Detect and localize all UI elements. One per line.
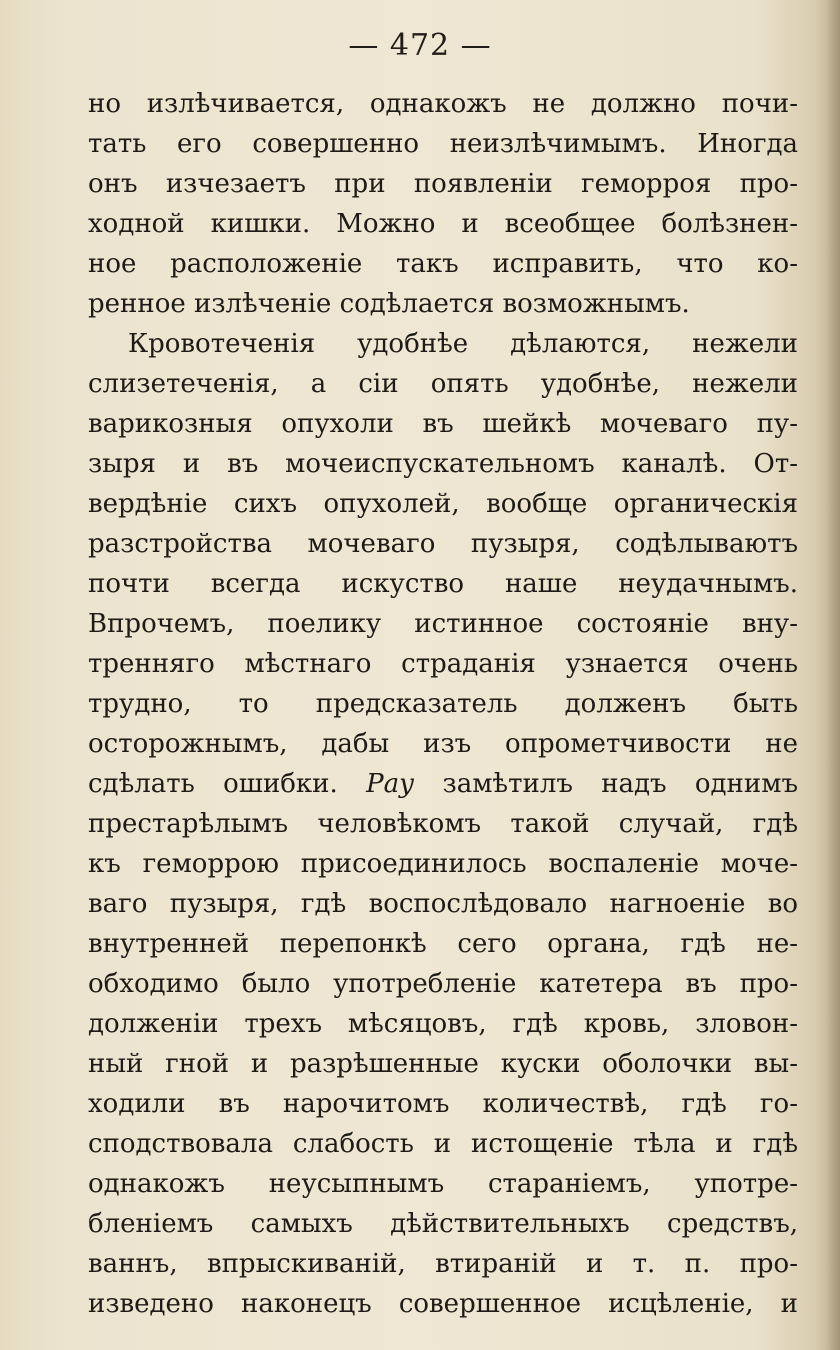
text-line: ваго пузыря, гдѣ воспослѣдовало нагноеніе во bbox=[88, 889, 798, 919]
text-line: ходили въ нарочитомъ количествѣ, гдѣ го- bbox=[88, 1089, 798, 1119]
text-line: бленіемъ самыхъ дѣйствительныхъ средствъ, bbox=[88, 1209, 798, 1239]
text-line: тренняго мѣстнаго страданія узнается очень bbox=[88, 649, 798, 679]
text-line: но излѣчивается, однакожъ не должно почи- bbox=[88, 89, 798, 119]
text-line: престарѣлымъ человѣкомъ такой случай, гдѣ bbox=[88, 809, 798, 839]
text-line: къ геморрою присоединилось воспаленіе моче- bbox=[88, 849, 798, 879]
text-line: разстройства мочеваго пузыря, содѣлываютъ bbox=[88, 529, 798, 559]
text-line: сподствовала слабость и истощеніе тѣла и гдѣ bbox=[88, 1129, 798, 1159]
text-fragment: сдѣлать ошибки. bbox=[88, 769, 338, 799]
text-line: ный гной и разрѣшенные куски оболочки вы- bbox=[88, 1049, 798, 1079]
text-line: внутренней перепонкѣ сего органа, гдѣ не- bbox=[88, 929, 798, 959]
text-line: онъ изчезаетъ при появленіи геморроя про- bbox=[88, 169, 798, 199]
text-line: ходной кишки. Можно и всеобщее болѣзнен- bbox=[88, 209, 798, 239]
text-line-with-name bbox=[88, 764, 798, 804]
text-line: почти всегда искуство наше неудачнымъ. bbox=[88, 569, 798, 599]
text-line: однакожъ неусыпнымъ стараніемъ, употре- bbox=[88, 1169, 798, 1199]
text-line: осторожнымъ, дабы изъ опрометчивости не bbox=[88, 729, 798, 759]
text-fragment: замѣтилъ надъ однимъ bbox=[442, 769, 798, 799]
text-line: Впрочемъ, поелику истинное состояніе вну- bbox=[88, 609, 798, 639]
text-line: обходимо было употребленіе катетера въ про- bbox=[88, 969, 798, 999]
text-line: ренное излѣченіе содѣлается возможнымъ. bbox=[88, 289, 690, 319]
text-line: долженіи трехъ мѣсяцовъ, гдѣ кровь, зловон- bbox=[88, 1009, 798, 1039]
page-number: — 472 — bbox=[348, 28, 492, 63]
text-line: зыря и въ мочеиспускательномъ каналѣ. От- bbox=[88, 449, 798, 479]
text-line: ваннъ, впрыскиваній, втираній и т. п. про- bbox=[88, 1249, 798, 1279]
text-line: слизетеченія, а сіи опять удобнѣе, нежели bbox=[88, 369, 798, 399]
text-line: ное расположеніе такъ исправить, что ко- bbox=[88, 249, 798, 279]
author-name-italic: Рау bbox=[366, 769, 415, 799]
text-line: вердѣніе сихъ опухолей, вообще органическія bbox=[88, 489, 798, 519]
text-line: тать его совершенно неизлѣчимымъ. Иногда bbox=[88, 129, 798, 159]
text-line: изведено наконецъ совершенное исцѣленіе, и bbox=[88, 1289, 798, 1319]
text-line: Кровотеченія удобнѣе дѣлаются, нежели bbox=[128, 329, 798, 359]
text-line: варикозныя опухоли въ шейкѣ мочеваго пу- bbox=[88, 409, 798, 439]
text-line: трудно, то предсказатель долженъ быть bbox=[88, 689, 798, 719]
page-edge-shadow bbox=[826, 0, 840, 1350]
